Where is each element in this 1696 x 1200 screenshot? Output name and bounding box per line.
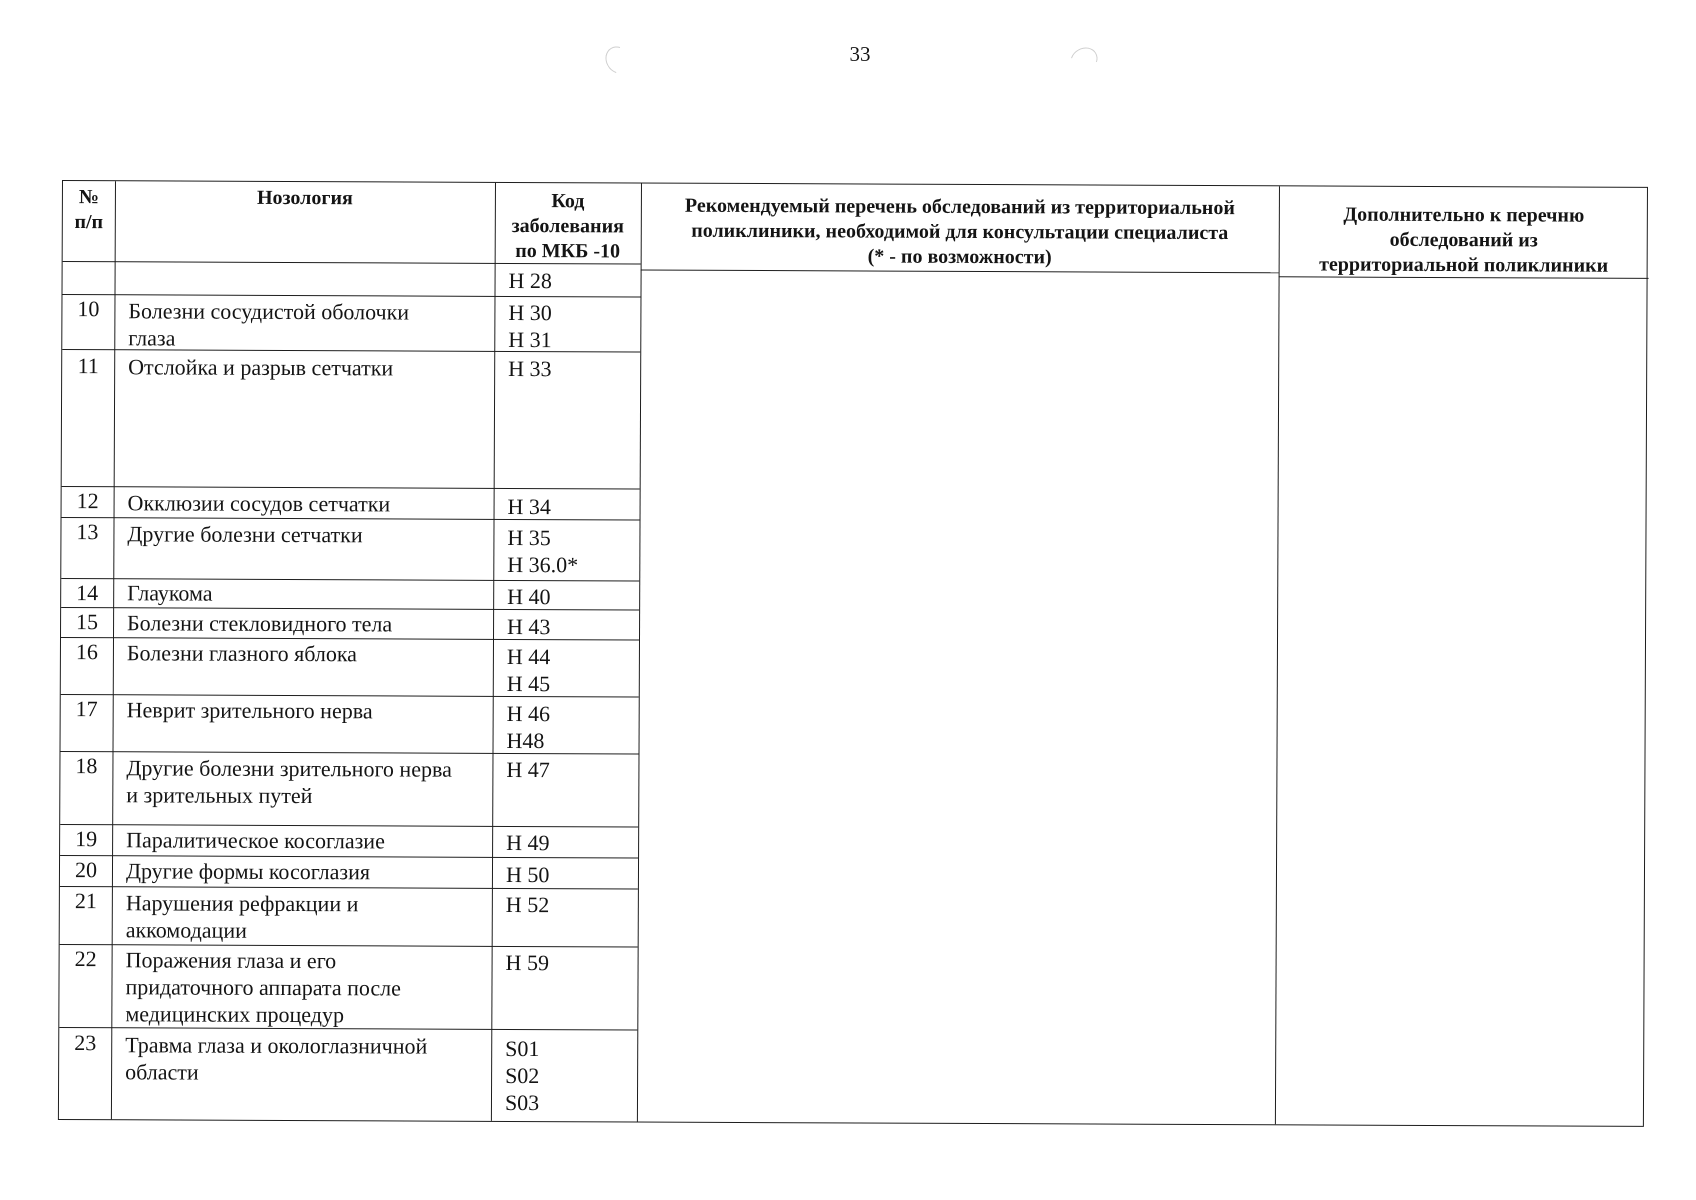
- row-num: 18: [75, 753, 98, 779]
- row-num: 13: [76, 519, 99, 545]
- row-codes: Н 47: [506, 756, 550, 783]
- row-num: 10: [77, 296, 100, 322]
- row-codes: Н 35 Н 36.0*: [507, 524, 579, 578]
- row-codes: Н 44 Н 45: [506, 643, 551, 697]
- row-nosology: Другие болезни зрительного нерва и зрительных путей: [126, 755, 452, 809]
- header-additional: Дополнительно к перечню обследований из территориальной поликлиники: [1319, 203, 1609, 277]
- row-codes: Н 40: [507, 583, 551, 610]
- row-codes: Н 43: [507, 613, 551, 640]
- row-nosology: Отслойка и разрыв сетчатки: [128, 354, 394, 381]
- row-nosology: Глаукома: [127, 580, 213, 606]
- row-codes: Н 30 Н 31: [508, 299, 552, 353]
- row-num: 16: [75, 639, 98, 665]
- punch-hole-mark-right: [1066, 43, 1102, 78]
- row-num: 20: [74, 857, 98, 883]
- row-nosology: Болезни сосудистой оболочки глаза: [128, 298, 410, 351]
- header-num: № п/п: [74, 186, 104, 234]
- header-code: Код заболевания по МКБ -10: [511, 190, 624, 263]
- row-num: 23: [74, 1030, 97, 1056]
- row-num: 11: [77, 353, 99, 379]
- row-nosology: Окклюзии сосудов сетчатки: [127, 490, 391, 517]
- row-num: 17: [75, 696, 98, 722]
- row-nosology: Паралитическое косоглазие: [126, 827, 385, 854]
- row-nosology: Болезни глазного яблока: [126, 640, 358, 667]
- row-codes: Н 34: [507, 493, 552, 520]
- column-divider-nosology: [491, 183, 496, 1121]
- row-codes: Н 52: [505, 891, 550, 918]
- row-codes: S01 S02 S03: [504, 1035, 540, 1116]
- row-num: 12: [76, 488, 99, 514]
- column-divider-recommended: [1275, 186, 1280, 1124]
- row-codes: Н 49: [506, 829, 550, 856]
- row-nosology: Поражения глаза и его придаточного аппарата после медицинских процедур: [125, 947, 402, 1028]
- row-codes: Н 59: [505, 949, 550, 976]
- row-num: 15: [76, 609, 99, 635]
- row-nosology: Травма глаза и окологлазничной области: [125, 1032, 428, 1085]
- row-num: 14: [76, 580, 99, 606]
- nosology-table: [58, 180, 1648, 1127]
- row-nosology: Другие болезни сетчатки: [127, 521, 363, 548]
- row-codes: Н 46 Н48: [506, 700, 551, 754]
- page-number: 33: [849, 42, 871, 66]
- header-recommended: Рекомендуемый перечень обследований из территориальной поликлиники, необходимой для консультации специалиста (* - по возможности): [684, 194, 1235, 269]
- row-num: 21: [74, 888, 97, 914]
- row-codes: Н 33: [508, 355, 552, 382]
- punch-hole-mark-left: [601, 42, 636, 78]
- row-codes: Н 50: [505, 861, 550, 888]
- row-nosology: Болезни стекловидного тела: [127, 610, 393, 637]
- row-nosology: Нарушения рефракции и аккомодации: [125, 890, 359, 943]
- row-nosology: Другие формы косоглазия: [125, 858, 371, 885]
- row-nosology: Неврит зрительного нерва: [126, 697, 373, 724]
- header-bottom-line-additional: [1279, 276, 1649, 279]
- column-divider-code: [637, 184, 642, 1122]
- row-num: 19: [75, 826, 98, 852]
- header-nosology: Нозология: [256, 186, 353, 210]
- row-codes: Н 28: [508, 267, 553, 294]
- row-num: 22: [74, 946, 97, 972]
